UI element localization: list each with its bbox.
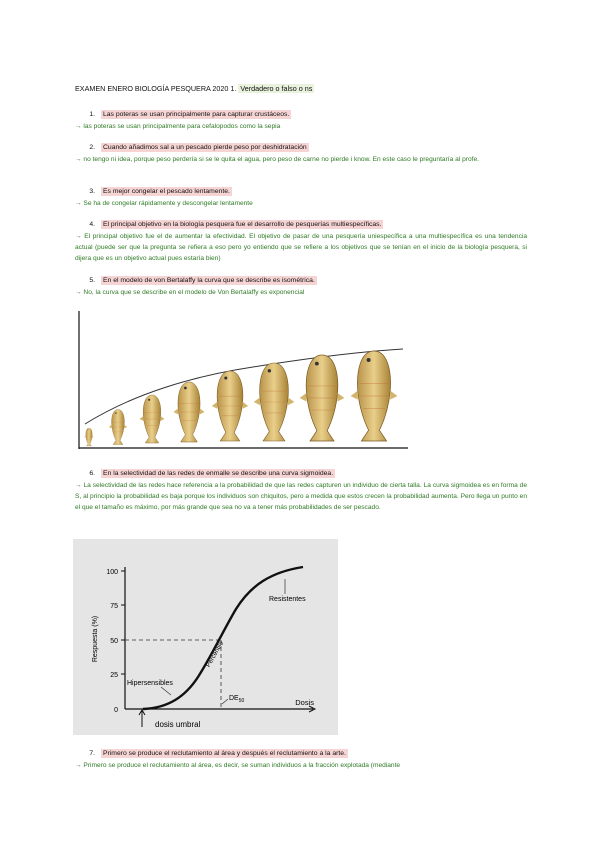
question-2 (75, 144, 309, 151)
tick-0: 0 (114, 707, 118, 714)
question-text: Primero se produce el reclutamiento al área y después el reclutamiento a la arte. (103, 750, 346, 757)
answer-4: → El principal objetivo fue el de aumentar la efectividad. El objetivo de pasar de una pesquería uniespecífica a una multiespecífica es una tendencia actual (puede ser que la pregunta se refiera a eso pero yo entiendo que se refiere a los objetivos que se tenían en el inicio de la biología pesquera, si dijera que es un objetivo actual pues estaría bien) (75, 233, 527, 263)
answer-1: → las poteras se usan principalmente para cefalopodos como la sepia (75, 123, 281, 130)
question-text: En el modelo de von Bertalaffy la curva que se describe es isométrica. (103, 277, 315, 284)
question-text: Las poteras se usan principalmente para capturar crustáceos. (103, 111, 290, 118)
question-text: El principal objetivo en la biología pesquera fue el desarrollo de pesquerías multiespecíficas. (103, 221, 382, 228)
answer-3: → Se ha de congelar rápidamente y descongelar lentamente (75, 200, 253, 207)
question-number: 2. (89, 144, 95, 151)
question-number: 6. (89, 470, 95, 477)
tick-25: 25 (110, 672, 118, 679)
exam-title-text: EXAMEN ENERO BIOLOGÍA PESQUERA 2020 1. (75, 84, 237, 93)
label-hypersensitive: Hipersensibles (127, 680, 173, 687)
question-1 (75, 111, 291, 118)
label-de: $DE_{50}$ (229, 695, 245, 704)
question-number: 3. (89, 188, 95, 195)
answer-7: → Primero se produce el reclutamiento al área, es decir, se suman individuos a la fracción explotada (mediante (75, 762, 401, 769)
question-6 (75, 470, 335, 477)
question-text: Es mejor congelar el pescado lentamente. (103, 188, 230, 195)
exam-title (75, 84, 314, 93)
question-7 (75, 750, 348, 757)
fish-growth-figure (73, 309, 408, 449)
answer-2: → no tengo ni idea, porque peso perdería si se le quita el agua, pero peso de carne no pierde i know. En este caso le preguntaría al profe. (75, 156, 479, 163)
label-resistant: Resistentes (269, 596, 306, 603)
y-axis-label: Respuesta (%) (92, 615, 99, 663)
dose-response-figure (73, 539, 338, 735)
tick-100: 100 (106, 569, 118, 576)
question-3 (75, 188, 232, 195)
question-text: En la selectividad de las redes de enmalle se describe una curva sigmoidea. (103, 470, 334, 477)
question-number: 5. (89, 277, 95, 284)
dose-response-curve (143, 567, 303, 709)
question-number: 4. (89, 221, 95, 228)
answer-5: → No, la curva que se describe en el modelo de Von Bertalaffy es exponencial (75, 289, 305, 296)
question-number: 1. (89, 111, 95, 118)
tick-50: 50 (110, 638, 118, 645)
question-text: Cuando añadimos sal a un pescado pierde peso por deshidratación (103, 144, 307, 151)
label-percentile: Percentile (204, 640, 226, 669)
exam-title-tag: Verdadero o falso o ns (240, 84, 313, 93)
question-5 (75, 277, 317, 284)
answer-6: → La selectividad de las redes hace referencia a la probabilidad de que las redes capturen un individuo de cierta talla. La curva sigmoidea es en forma de S, al principio la probabilidad es baja porque los individuos son chiquitos, pero a medida que estos crecen la probabilidad aumenta. Pero llega un punto en el que el tamaño es máximo, por más grande que sea no va a tener más probabilidades de ser pescado. (75, 482, 527, 512)
tick-75: 75 (110, 603, 118, 610)
question-4 (75, 221, 383, 228)
x-axis-label: Dosis (295, 698, 314, 707)
question-number: 7. (89, 750, 95, 757)
label-threshold: dosis umbral (155, 720, 201, 729)
